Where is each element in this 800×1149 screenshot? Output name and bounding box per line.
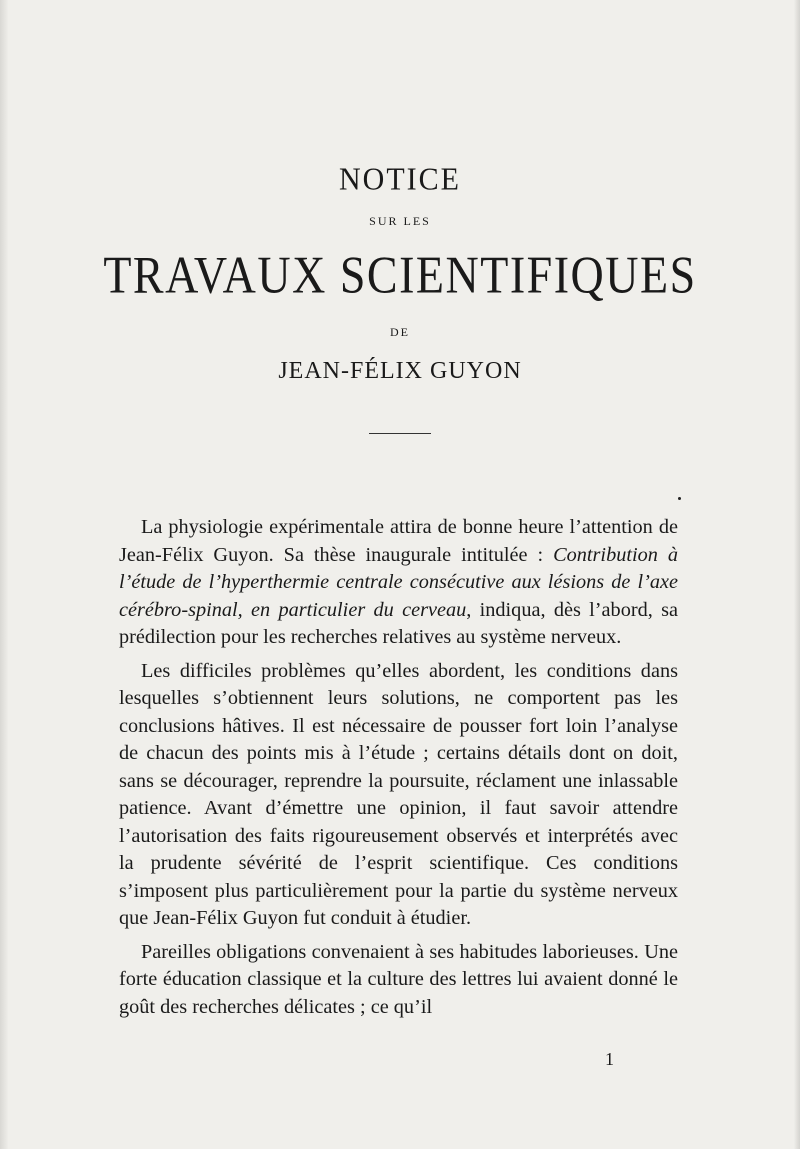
paragraph-2: Les difficiles problèmes qu’elles abordent, les conditions dans lesquelles s’obtiennent leurs solutions, ne comportent pas les conclusions hâtives. Il est nécessaire de pousser fort loin l’analyse de chacun des points mis à l’étude ; certains détails dont on doit, sans se décourager, reprendre la poursuite, réclament une inlassable patience. Avant d’émettre une opinion, il faut savoir attendre l’autorisation des faits rigoureusement observés et interprétés avec la prudente sévérité de l’esprit scientifique. Ces conditions s’imposent plus particulièrement pour la partie du système nerveux que Jean-Félix Guyon fut conduit à étudier. <box>119 659 678 929</box>
title-sur-les: SUR LES <box>369 214 431 228</box>
title-notice: NOTICE <box>339 162 461 197</box>
main-title: TRAVAUX SCIENTIFIQUES <box>103 245 697 304</box>
paragraph-1 <box>119 514 678 652</box>
page-number: 1 <box>605 1049 614 1069</box>
paragraph-3: Pareilles obligations convenaient à ses habitudes laborieuses. Une forte éducation classique et la culture des lettres lui avaient donné le goût des recherches délicates ; ce qu’il <box>119 940 678 1018</box>
divider-rule <box>369 433 431 434</box>
author-name: JEAN-FÉLIX GUYON <box>278 358 522 384</box>
thesis-title: Contribution à l’étude de l’hyperthermie centrale consécutive aux lésions de l’axe cérébro-spinal, en particulier du cerveau <box>119 543 678 621</box>
title-de: DE <box>390 325 410 339</box>
paragraph-1-end: , indiqua, dès l’abord, sa prédilection pour les recherches relatives au système nerveux. <box>119 598 678 648</box>
body-text <box>119 514 678 1027</box>
print-speck <box>678 497 681 500</box>
paragraph-1-text: La physiologie expérimentale attira de bonne heure l’attention de Jean-Félix Guyon. Sa thèse inaugurale intitulée : <box>119 516 678 566</box>
